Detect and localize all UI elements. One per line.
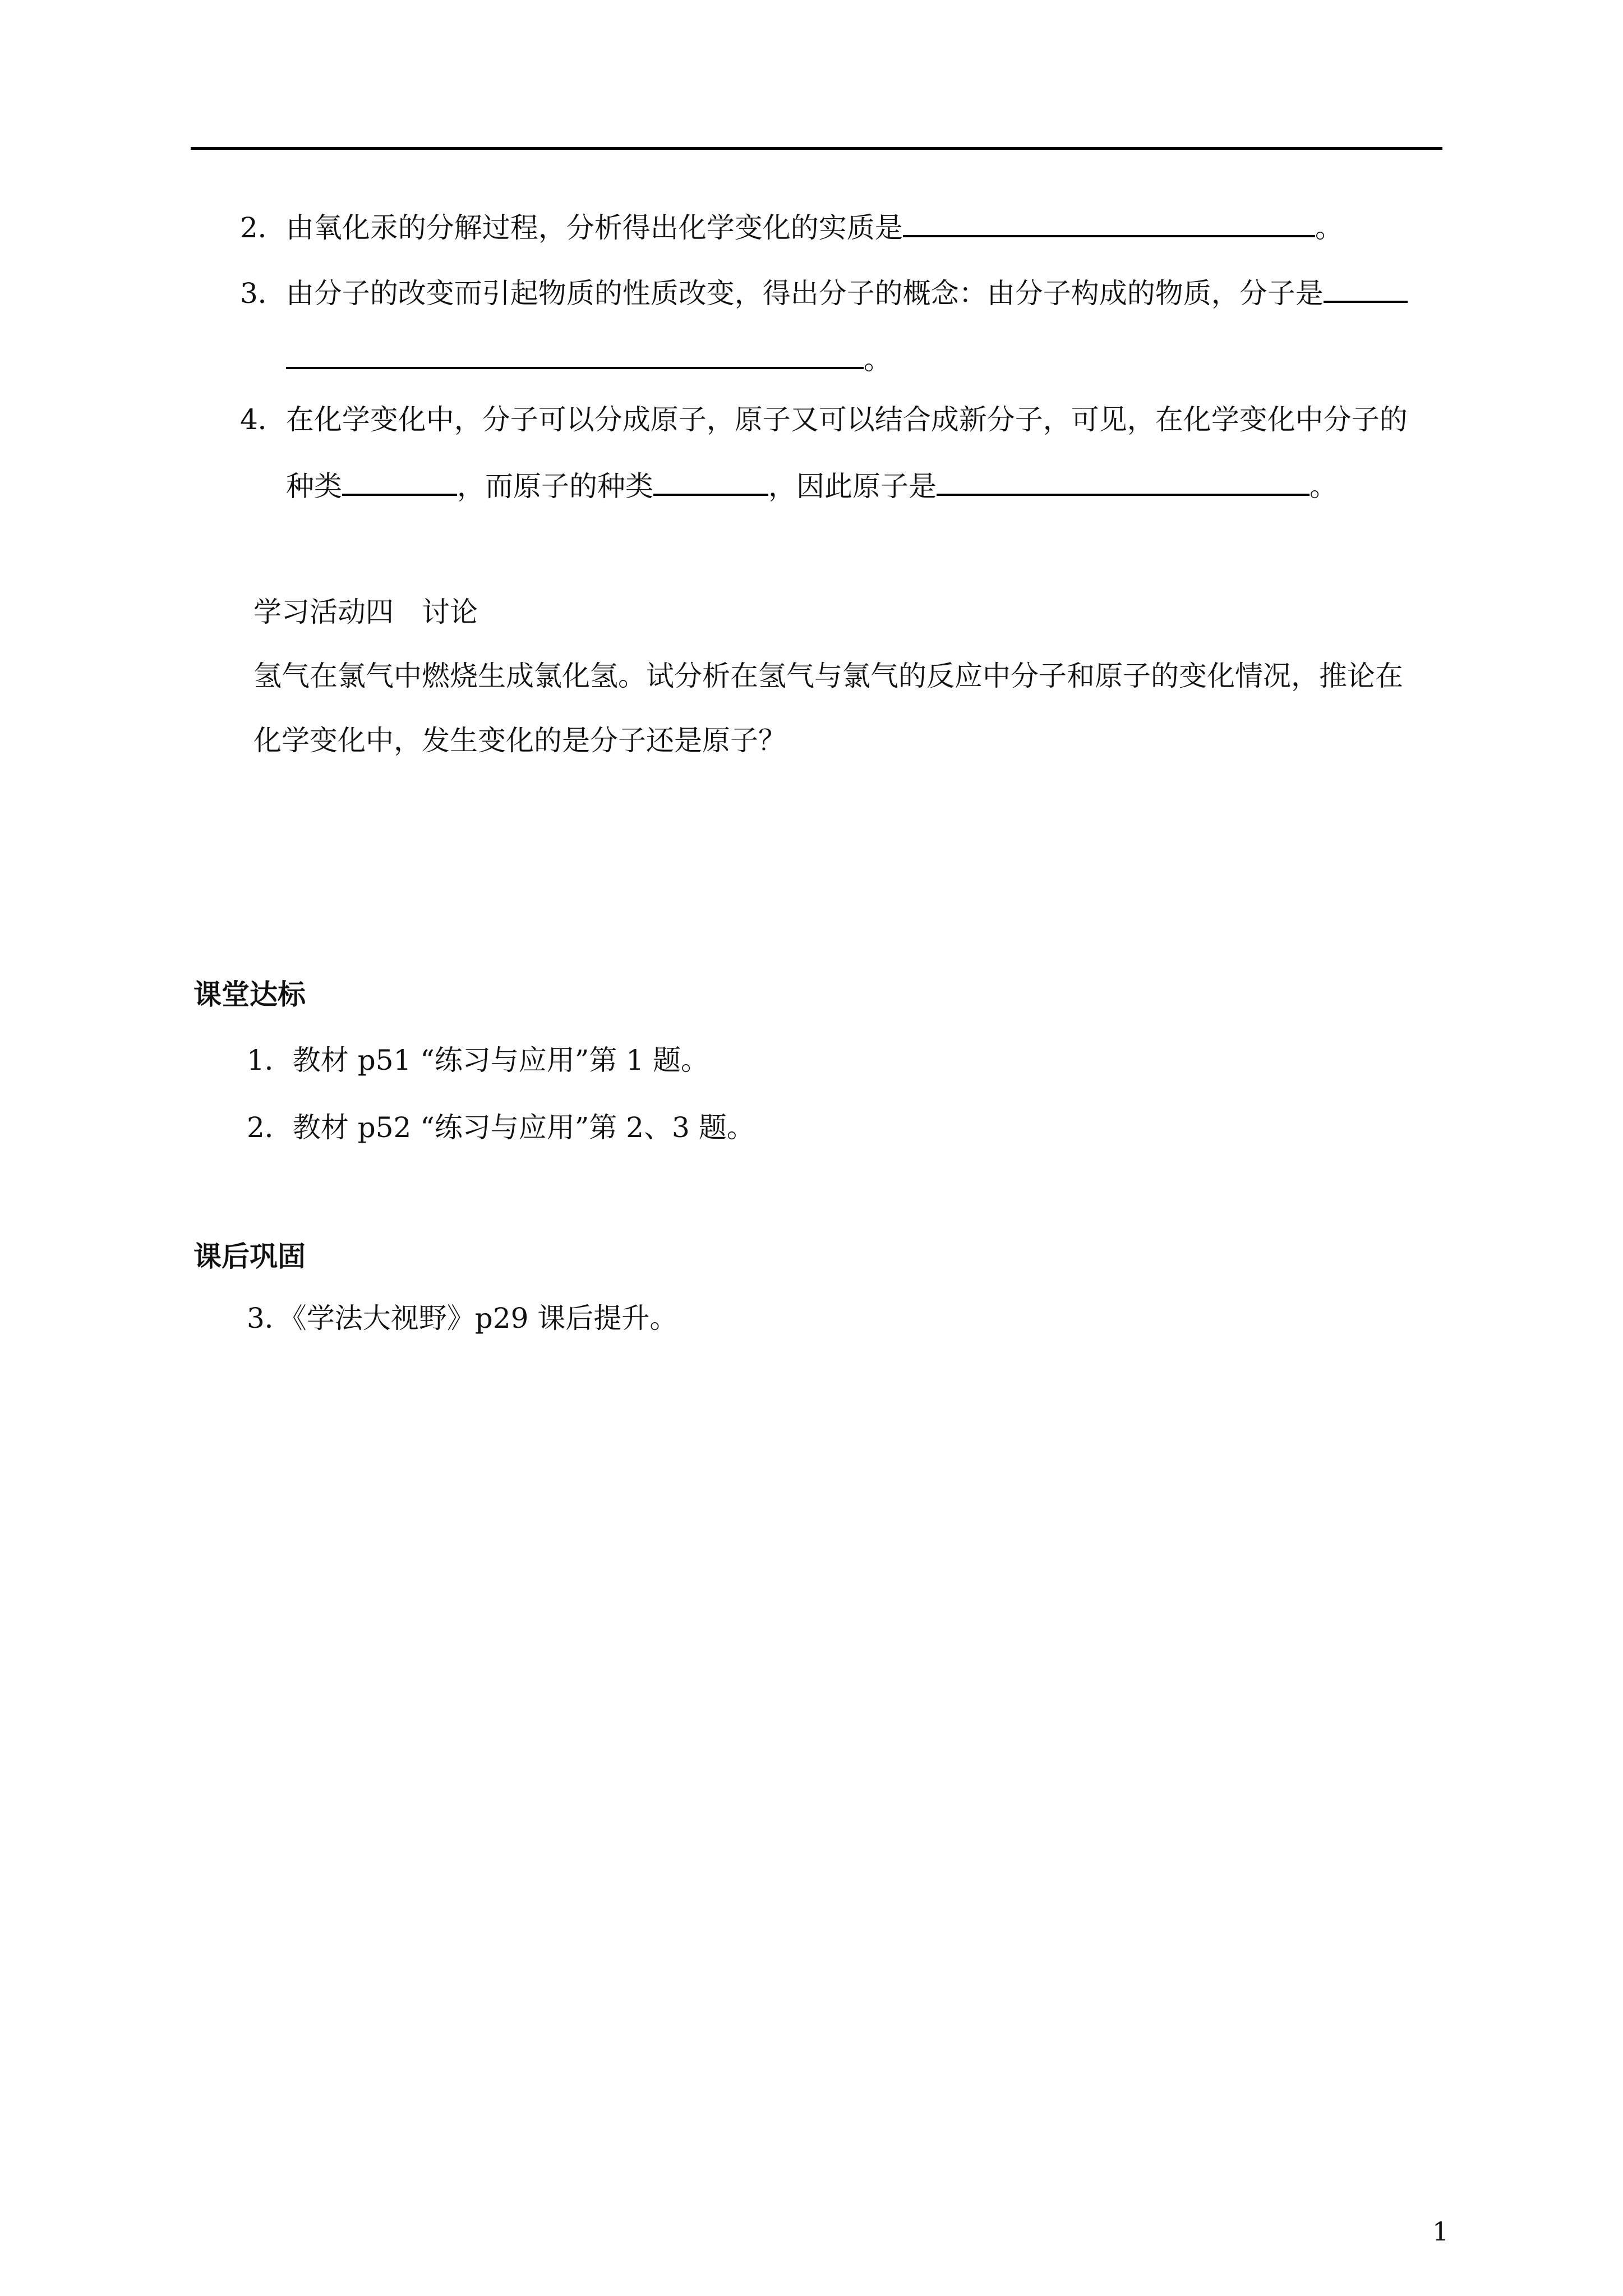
question-3-continuation	[286, 342, 892, 376]
question-3-text: 3．由分子的改变而引起物质的性质改变，得出分子的概念：由分子构成的物质，分子是	[240, 277, 1324, 310]
question-2-end: 。	[1315, 211, 1343, 244]
class-practice-item-2: 2．教材 p52 “练习与应用”第 2、3 题。	[247, 1111, 755, 1144]
answer-blank[interactable]	[903, 210, 1315, 237]
question-2	[240, 210, 1343, 244]
class-practice-item-1: 1．教材 p51 “练习与应用”第 1 题。	[247, 1044, 709, 1076]
question-2-text: 2．由氧化汞的分解过程，分析得出化学变化的实质是	[240, 211, 903, 244]
activity-4-line-1: 氢气在氯气中燃烧生成氯化氢。试分析在氢气与氯气的反应中分子和原子的变化情况，推论在	[253, 660, 1403, 692]
answer-blank[interactable]	[1324, 276, 1408, 303]
answer-blank[interactable]	[342, 469, 457, 496]
question-4-continuation	[286, 469, 1338, 503]
question-4	[240, 403, 1408, 436]
question-4-part-c: ，因此原子是	[768, 470, 937, 503]
after-class-item-1: 3．《学法大视野》p29 课后提升。	[247, 1302, 678, 1335]
page-number: 1	[1432, 2216, 1449, 2247]
after-class-heading: 课后巩固	[193, 1240, 306, 1273]
answer-blank[interactable]	[286, 342, 864, 369]
question-4-part-a: 种类	[286, 470, 342, 503]
class-practice-heading: 课堂达标	[193, 978, 306, 1011]
question-3-end: 。	[864, 343, 892, 376]
question-4-line1: 4．在化学变化中，分子可以分成原子，原子又可以结合成新分子，可见，在化学变化中分子的	[240, 403, 1408, 436]
activity-4-line-2: 化学变化中，发生变化的是分子还是原子？	[253, 724, 786, 757]
question-3	[240, 276, 1408, 310]
answer-blank[interactable]	[937, 469, 1310, 496]
header-rule	[191, 147, 1442, 150]
activity-4-title: 学习活动四 讨论	[253, 596, 478, 628]
question-4-end: 。	[1310, 470, 1338, 503]
question-4-part-b: ，而原子的种类	[457, 470, 653, 503]
answer-blank[interactable]	[653, 469, 768, 496]
